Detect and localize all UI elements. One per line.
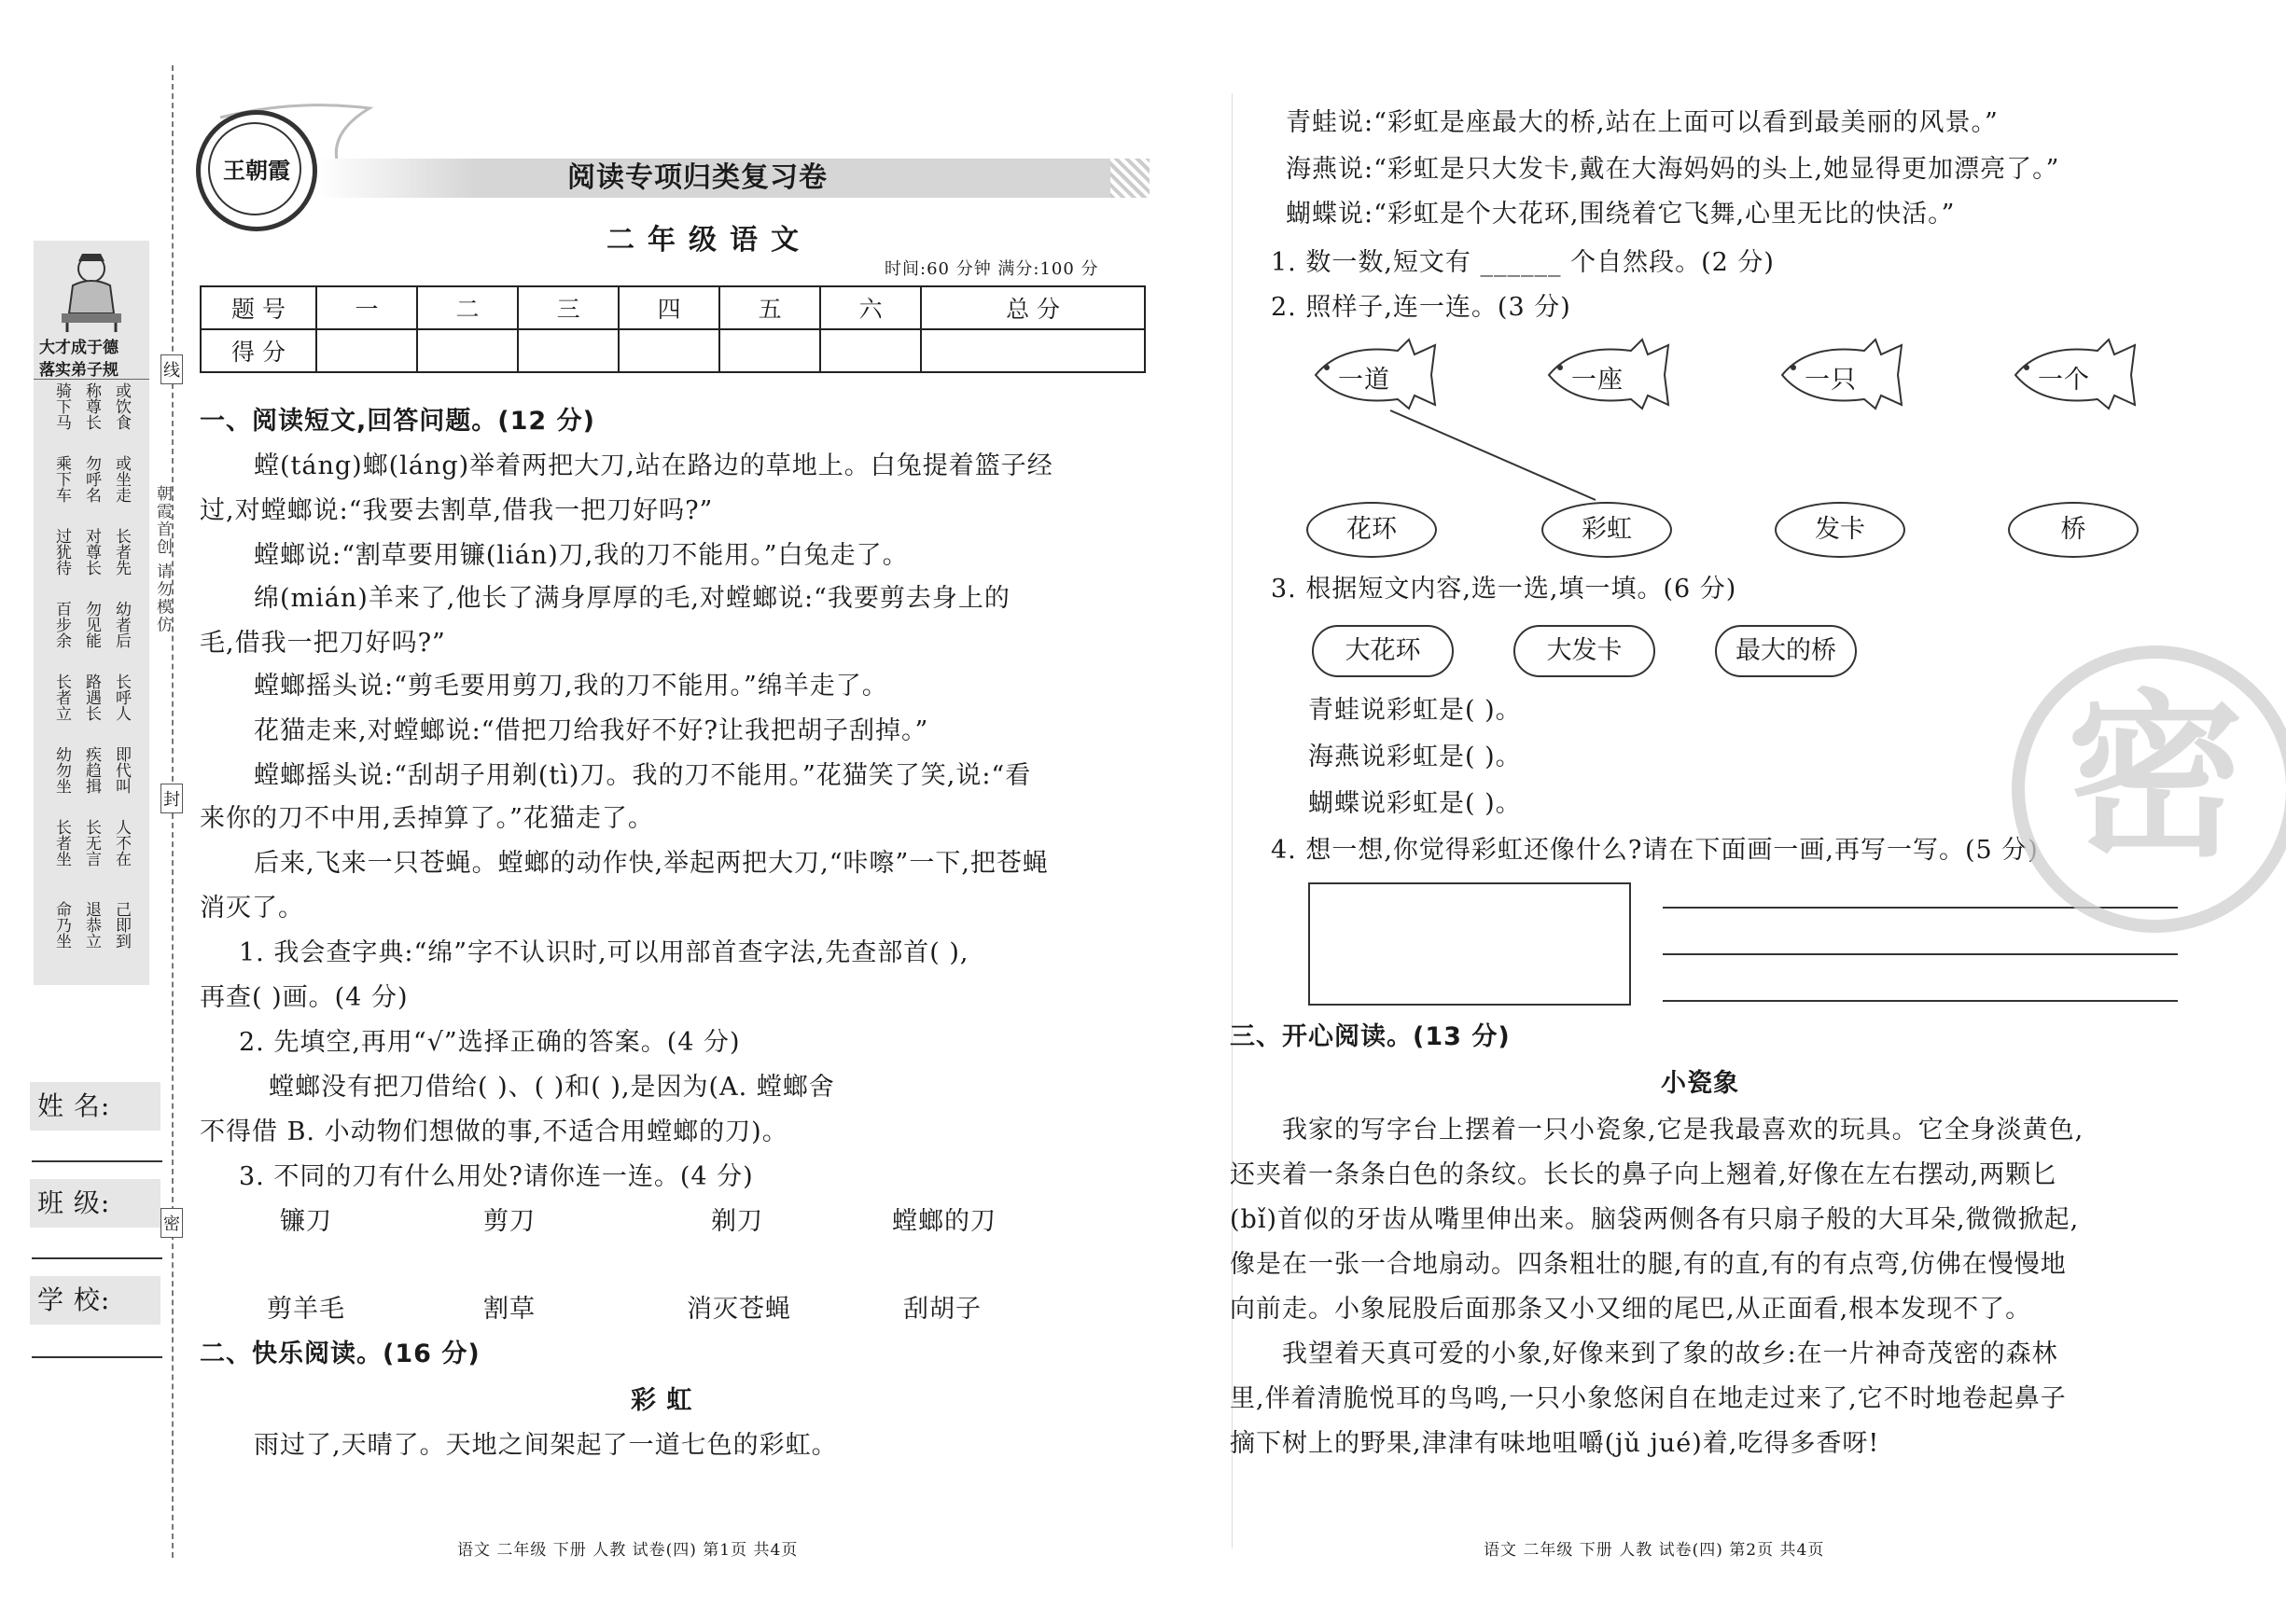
- question-3: 3. 根据短文内容,选一选,填一填。(6 分): [1271, 575, 1737, 604]
- subtitle: 二年级语文: [606, 224, 812, 257]
- poem-text: 或饮食: [112, 382, 131, 430]
- poem-text: 长者先: [112, 528, 131, 576]
- poem-text: 骑下马: [52, 382, 71, 430]
- match-item-use[interactable]: 消灭苍蝇: [687, 1295, 791, 1324]
- binding-mark: 线: [160, 354, 183, 384]
- table-cell: 五: [719, 286, 820, 329]
- passage-line: 像是在一张一合地扇动。四条粗壮的腿,有的直,有的有点弯,仿佛在慢慢地: [1230, 1250, 2067, 1279]
- match-item-knife[interactable]: 剪刀: [483, 1207, 536, 1236]
- score-field[interactable]: [417, 329, 518, 372]
- poem-text: 百步余: [52, 601, 71, 648]
- score-field[interactable]: [719, 329, 820, 372]
- fish-label: 一座: [1571, 366, 1624, 395]
- oval-option[interactable]: 彩虹: [1541, 502, 1672, 558]
- writing-line[interactable]: [1663, 953, 2178, 955]
- passage-line: 蝴蝶说:“彩虹是个大花环,围绕着它飞舞,心里无比的快活。”: [1286, 200, 1956, 229]
- score-table: [200, 285, 1146, 373]
- binding-mark: 密: [160, 1208, 183, 1238]
- match-item-use[interactable]: 割草: [483, 1295, 536, 1324]
- cloud-option: 大发卡: [1513, 625, 1655, 677]
- poem-text: 疾趋揖: [82, 746, 101, 794]
- passage-line: 花猫走来,对螳螂说:“借把刀给我好不好?让我把胡子刮掉。”: [254, 716, 929, 745]
- match-item-use[interactable]: 刮胡子: [903, 1295, 982, 1324]
- poem-text: 路遇长: [82, 673, 101, 721]
- poem-text: 长无言: [82, 819, 101, 867]
- section-1-title: 一、阅读短文,回答问题。(12 分): [200, 407, 595, 436]
- question-4: 4. 想一想,你觉得彩虹还像什么?请在下面画一画,再写一写。(5 分): [1271, 836, 2039, 865]
- passage-line: 过,对螳螂说:“我要去割草,借我一把刀好吗?”: [200, 496, 714, 525]
- passage-line: 螳螂摇头说:“刮胡子用剃(tì)刀。我的刀不能用。”花猫笑了笑,说:“看: [254, 761, 1032, 790]
- passage-line: 青蛙说:“彩虹是座最大的桥,站在上面可以看到最美丽的风景。”: [1286, 108, 1999, 137]
- oval-option[interactable]: 发卡: [1775, 502, 1905, 558]
- fish-label: 一道: [1338, 366, 1390, 395]
- poem-text: 己即到: [112, 901, 131, 949]
- passage-line: 摘下树上的野果,津津有味地咀嚼(jǔ jué)着,吃得多香呀!: [1230, 1429, 1880, 1458]
- table-cell: 总 分: [921, 286, 1145, 329]
- logo-text: 王朝霞: [223, 157, 290, 184]
- score-field[interactable]: [316, 329, 417, 372]
- passage-line: 绵(mián)羊来了,他长了满身厚厚的毛,对螳螂说:“我要剪去身上的: [254, 584, 1011, 613]
- page-title: 阅读专项归类复习卷: [567, 161, 828, 194]
- page-footer: 语文 二年级 下册 人教 试卷(四) 第1页 共4页: [457, 1541, 799, 1560]
- match-item-knife[interactable]: 镰刀: [280, 1207, 332, 1236]
- poem-text: 乘下车: [52, 455, 71, 503]
- passage-line: 雨过了,天晴了。天地之间架起了一道七色的彩虹。: [254, 1431, 838, 1460]
- poem-text: 长者坐: [52, 819, 71, 867]
- writing-line[interactable]: [1663, 1000, 2178, 1002]
- rainbow-title: 彩 虹: [631, 1386, 693, 1415]
- motto-1: 大才成于德: [39, 339, 118, 357]
- drawing-box[interactable]: [1308, 882, 1631, 1006]
- poem-text: 勿见能: [82, 601, 101, 648]
- match-item-knife[interactable]: 剃刀: [711, 1207, 763, 1236]
- poem-text: 对尊长: [82, 528, 101, 576]
- passage-line: 我家的写字台上摆着一只小瓷象,它是我最喜欢的玩具。它全身淡黄色,: [1282, 1116, 2084, 1145]
- question-2: 2. 先填空,再用“√”选择正确的答案。(4 分): [239, 1028, 741, 1057]
- time-info: 时间:60 分钟 满分:100 分: [885, 259, 1099, 279]
- passage-line: 海燕说:“彩虹是只大发卡,戴在大海妈妈的头上,她显得更加漂亮了。”: [1286, 155, 2060, 184]
- poem-text: 长呼人: [112, 673, 131, 721]
- poem-text: 命乃坐: [52, 901, 71, 949]
- passage-line: 里,伴着清脆悦耳的鸟鸣,一只小象悠闲自在地走过来了,它不时地卷起鼻子: [1230, 1384, 2067, 1413]
- question-2: 2. 照样子,连一连。(3 分): [1271, 293, 1571, 322]
- poem-text: 退恭立: [82, 901, 101, 949]
- fish-label: 一个: [2038, 366, 2090, 395]
- class-field[interactable]: [32, 1257, 162, 1259]
- page-footer: 语文 二年级 下册 人教 试卷(四) 第2页 共4页: [1484, 1541, 1825, 1560]
- passage-line: 消灭了。: [200, 894, 304, 923]
- table-cell: 六: [820, 286, 921, 329]
- match-item-use[interactable]: 剪羊毛: [267, 1295, 345, 1324]
- oval-option[interactable]: 桥: [2008, 502, 2139, 558]
- passage-line: 向前走。小象屁股后面那条又小又细的尾巴,从正面看,根本发现不了。: [1230, 1295, 2032, 1324]
- poem-text: 称尊长: [82, 382, 101, 430]
- question-2-line: 螳螂没有把刀借给( )、( )和( ),是因为(A. 螳螂舍: [269, 1073, 835, 1102]
- poem-text: 长者立: [52, 673, 71, 721]
- motto-2: 落实弟子规: [39, 361, 118, 380]
- school-field[interactable]: [32, 1356, 162, 1358]
- poem-text: 幼者后: [112, 601, 131, 648]
- poem-text: 或坐走: [112, 455, 131, 503]
- poem-text: 幼勿坐: [52, 746, 71, 794]
- question-3: 3. 不同的刀有什么用处?请你连一连。(4 分): [239, 1162, 754, 1191]
- cloud-option: 大花环: [1312, 625, 1454, 677]
- name-label: 姓 名:: [37, 1090, 111, 1121]
- section-2-title: 二、快乐阅读。(16 分): [200, 1339, 481, 1368]
- oval-option[interactable]: 花环: [1306, 502, 1437, 558]
- poem-text: 勿呼名: [82, 455, 101, 503]
- copyright-note: 朝霞首创 请勿模仿: [153, 485, 172, 634]
- poem-text: 即代叫: [112, 746, 131, 794]
- poem-text: 过犹待: [52, 528, 71, 576]
- name-field[interactable]: [32, 1160, 162, 1162]
- question-1-cont: 再查( )画。(4 分): [200, 983, 409, 1012]
- section-3-title: 三、开心阅读。(13 分): [1230, 1022, 1511, 1051]
- passage-line: 还夹着一条条白色的条纹。长长的鼻子向上翘着,好像在左右摆动,两颗匕: [1230, 1160, 2058, 1189]
- passage-line: 来你的刀不中用,丢掉算了。”花猫走了。: [200, 804, 654, 833]
- question-2-line: 不得借 B. 小动物们想做的事,不适合用螳螂的刀)。: [200, 1117, 788, 1146]
- table-cell: 三: [518, 286, 619, 329]
- passage-line: 后来,飞来一只苍蝇。螳螂的动作快,举起两把大刀,“咔嚓”一下,把苍蝇: [254, 849, 1049, 878]
- secret-stamp-watermark: 密: [2012, 645, 2286, 933]
- passage-line: (bǐ)首似的牙齿从嘴里伸出来。脑袋两侧各有只扇子般的大耳朵,微微掀起,: [1230, 1205, 2080, 1234]
- story-title: 小瓷象: [1661, 1069, 1739, 1098]
- passage-line: 我望着天真可爱的小象,好像来到了象的故乡:在一片神奇茂密的森林: [1282, 1339, 2058, 1368]
- fill-blank[interactable]: 青蛙说彩虹是( )。: [1308, 696, 1522, 725]
- score-field[interactable]: [518, 329, 619, 372]
- passage-line: 螳螂说:“割草要用镰(lián)刀,我的刀不能用。”白兔走了。: [254, 541, 909, 570]
- question-1: 1. 我会查字典:“绵”字不认识时,可以用部首查字法,先查部首( ),: [239, 938, 969, 967]
- table-cell: 得 分: [201, 329, 316, 372]
- passage-line: 毛,借我一把刀好吗?”: [200, 629, 446, 658]
- match-item-knife[interactable]: 螳螂的刀: [892, 1207, 997, 1236]
- passage-line: 螳螂摇头说:“剪毛要用剪刀,我的刀不能用。”绵羊走了。: [254, 672, 888, 701]
- table-cell: 题 号: [201, 286, 316, 329]
- brand-logo: [196, 110, 317, 231]
- fish-label: 一只: [1805, 366, 1857, 395]
- score-field[interactable]: [921, 329, 1145, 372]
- table-cell: 二: [417, 286, 518, 329]
- table-cell: 四: [619, 286, 719, 329]
- scholar-illustration: [54, 248, 129, 332]
- poem-text: 人不在: [112, 819, 131, 867]
- question-1: 1. 数一数,短文有 ______ 个自然段。(2 分): [1271, 248, 1775, 277]
- school-label: 学 校:: [37, 1284, 111, 1315]
- class-label: 班 级:: [37, 1187, 111, 1218]
- fill-blank[interactable]: 海燕说彩虹是( )。: [1308, 743, 1522, 771]
- score-field[interactable]: [619, 329, 719, 372]
- cloud-option: 最大的桥: [1715, 625, 1857, 677]
- binding-mark: 封: [160, 784, 183, 813]
- score-field[interactable]: [820, 329, 921, 372]
- passage-line: 螳(táng)螂(láng)举着两把大刀,站在路边的草地上。白兔提着篮子经: [254, 451, 1053, 480]
- table-cell: 一: [316, 286, 417, 329]
- example-match-line: [1381, 407, 1624, 509]
- fill-blank[interactable]: 蝴蝶说彩虹是( )。: [1308, 789, 1522, 818]
